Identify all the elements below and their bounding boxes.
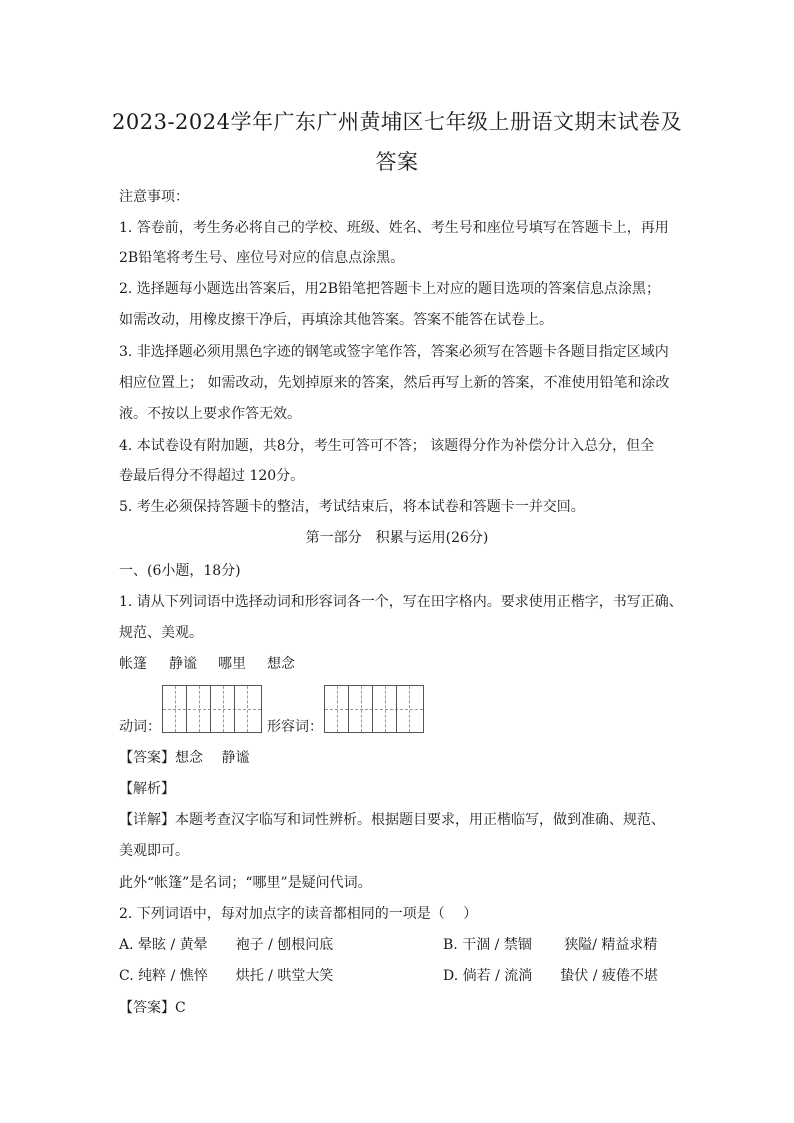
section-heading: 一、(6小题，18分) xyxy=(119,563,241,579)
option-d: D. 倘若 / 流淌 蛰伏 / 疲倦不堪 xyxy=(443,968,658,984)
adjective-label: 形容词： xyxy=(267,719,323,735)
part-heading: 第一部分 积累与运用(26分) xyxy=(305,530,489,546)
notice-line: 3. 非选择题必须用黑色字迹的钢笔或签字笔作答，答案必须写在答题卡各题目指定区域内 xyxy=(119,344,669,360)
word-option: 想念 xyxy=(267,656,295,672)
adjective-writing-grid[interactable] xyxy=(324,685,424,733)
notice-line: 1. 答卷前，考生务必将自己的学校、班级、姓名、考生号和座位号填写在答题卡上，再用 xyxy=(119,220,669,236)
notice-line: 5. 考生必须保持答题卡的整洁，考试结束后，将本试卷和答题卡一并交回。 xyxy=(119,499,585,515)
question-1-analysis: 【解析】 xyxy=(119,781,175,797)
notice-line: 2B铅笔将考生号、座位号对应的信息点涂黑。 xyxy=(119,250,405,266)
question-1-text: 1. 请从下列词语中选择动词和形容词各一个，写在田字格内。要求使用正楷字，书写正确、 xyxy=(119,594,683,610)
option-b: B. 干涸 / 禁锢 狭隘/ 精益求精 xyxy=(443,937,658,953)
notice-heading: 注意事项： xyxy=(119,189,189,205)
word-option: 帐篷 xyxy=(119,656,147,672)
notice-line: 2. 选择题每小题选出答案后，用2B铅笔把答题卡上对应的题目选项的答案信息点涂黑； xyxy=(119,281,661,297)
document-title-line1: 2023-2024学年广东广州黄埔区七年级上册语文期末试卷及 xyxy=(112,110,682,134)
question-1-detail: 美观即可。 xyxy=(119,843,189,859)
option-c: C. 纯粹 / 憔悴 烘托 / 哄堂大笑 xyxy=(119,968,334,984)
notice-line: 液。不按以上要求作答无效。 xyxy=(119,406,301,422)
question-1-text: 规范、美观。 xyxy=(119,625,203,641)
option-a: A. 晕眩 / 黄晕 袍子 / 刨根问底 xyxy=(119,937,334,953)
notice-line: 如需改动，用橡皮擦干净后，再填涂其他答案。答案不能答在试卷上。 xyxy=(119,312,553,328)
question-1-detail: 【详解】本题考查汉字临写和词性辨析。根据题目要求，用正楷临写，做到准确、规范、 xyxy=(119,812,665,828)
verb-label: 动词： xyxy=(119,719,161,735)
notice-line: 卷最后得分不得超过 120分。 xyxy=(119,468,305,484)
question-2-text: 2. 下列词语中，每对加点字的读音都相同的一项是（ ） xyxy=(119,906,478,922)
question-1-answer: 【答案】想念 静谧 xyxy=(119,750,250,766)
word-option: 静谧 xyxy=(169,656,197,672)
notice-line: 4. 本试卷设有附加题，共8分，考生可答可不答； 该题得分作为补偿分计入总分，但全 xyxy=(119,438,655,454)
notice-line: 相应位置上； 如需改动，先划掉原来的答案，然后再写上新的答案，不准使用铅笔和涂改 xyxy=(119,375,670,391)
question-1-extra: 此外“帐篷”是名词；“哪里”是疑问代词。 xyxy=(119,875,372,891)
question-2-answer: 【答案】C xyxy=(119,1000,186,1016)
word-option: 哪里 xyxy=(218,656,246,672)
verb-writing-grid[interactable] xyxy=(162,685,262,733)
document-title-line2: 答案 xyxy=(375,150,419,174)
